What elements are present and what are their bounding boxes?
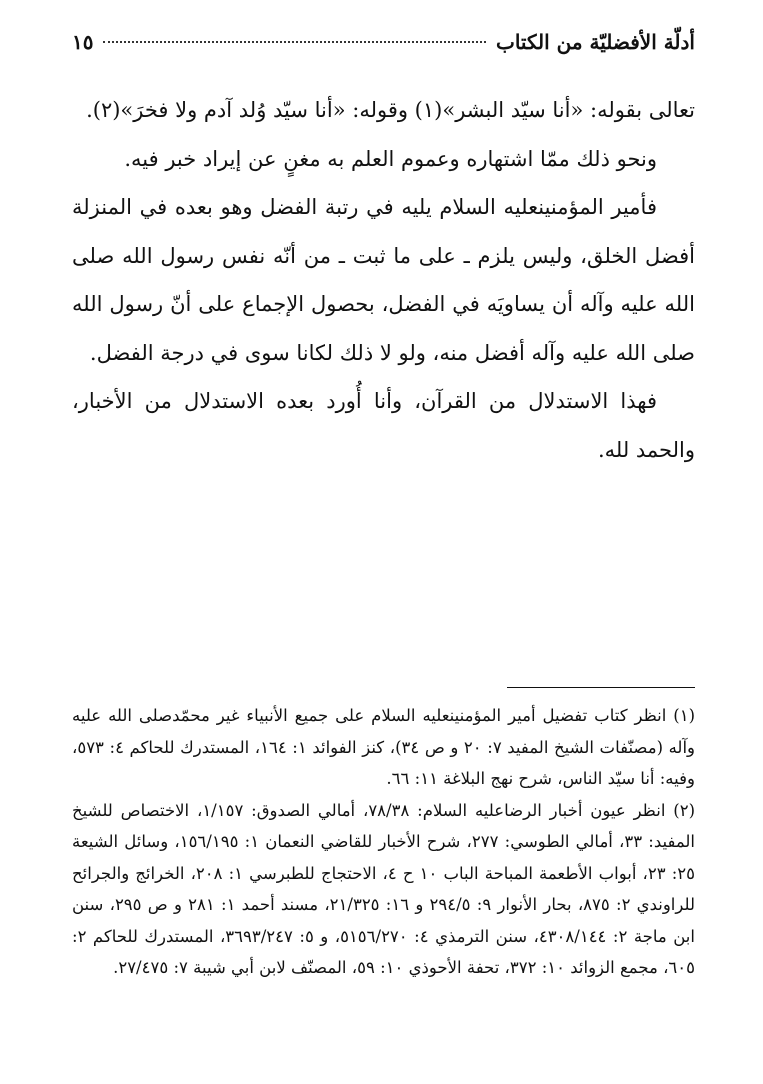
body-paragraph: فهذا الاستدلال من القرآن، وأنا أُورد بعده الاستدلال من الأخبار، والحمد لله. [72, 389, 695, 462]
header-title: أدلّة الأفضليّة من الكتاب [495, 30, 695, 54]
footnotes [72, 700, 695, 984]
footnote-separator [507, 687, 695, 688]
header-dot-leader [103, 41, 486, 43]
running-header [72, 30, 695, 60]
footnote-1: (١) انظر كتاب تفضيل أمير المؤمنينعليه السلام على جميع الأنبياء غير محمّدصلى الله عليه وآله (مصنّفات الشيخ المفيد ٧: ٢٠ و ص ٣٤)، كنز الفوائد ١: ١٦٤، المستدرك للحاكم ٤: ٥٧٣، وفيه: أنا سيّد الناس، شرح نهج البلاغة ١١: ٦٦. [72, 706, 696, 788]
main-text [72, 86, 695, 474]
body-paragraph: فأمير المؤمنينعليه السلام يليه في رتبة الفضل وهو بعده في المنزلة أفضل الخلق، وليس يلزم ـ على ما ثبت ـ من أنّه نفس رسول الله صلى الله عليه وآله أن يساويَه في الفضل، بحصول الإجماع على أنّ رسول الله صلى الله عليه وآله أفضل منه، ولو لا ذلك لكانا سوى في درجة الفضل. [72, 195, 695, 365]
body-paragraph: ونحو ذلك ممّا اشتهاره وعموم العلم به مغنٍ عن إيراد خبر فيه. [124, 146, 657, 171]
footnote-2: (٢) انظر عيون أخبار الرضاعليه السلام: ٧٨/٣٨، أمالي الصدوق: ١/١٥٧، الاختصاص للشيخ المفيد: ٣٣، أمالي الطوسي: ٢٧٧، شرح الأخبار للقاضي النعمان ١: ١٥٦/١٩٥، وسائل الشيعة ٢٥: ٢٣، أبواب الأطعمة المباحة الباب ١٠ ح ٤، الاحتجاج للطبرسي ١: ٢٠٨، الخرائج والجرائح للراوندي ٢: ٨٧٥، بحار الأنوار ٩: ٢٩٤/٥ و ١٦: ٢١/٣٢٥، مسند أحمد ١: ٢٨١ و ص ٢٩٥، سنن ابن ماجة ٢: ٤٣٠٨/١٤٤، سنن الترمذي ٤: ٥١٥٦/٢٧٠، و ٥: ٣٦٩٣/٢٤٧، المستدرك للحاكم ٢: ٦٠٥، مجمع الزوائد ١٠: ٣٧٢، تحفة الأحوذي ١٠: ٥٩، المصنّف لابن أبي شيبة ٧: ٢٧/٤٧٥. [72, 800, 696, 977]
page-number: ١٥ [72, 30, 94, 54]
body-paragraph: تعالى بقوله: «أنا سيّد البشر»(١) وقوله: «أنا سيّد وُلد آدم ولا فخرَ»(٢). [86, 98, 695, 122]
